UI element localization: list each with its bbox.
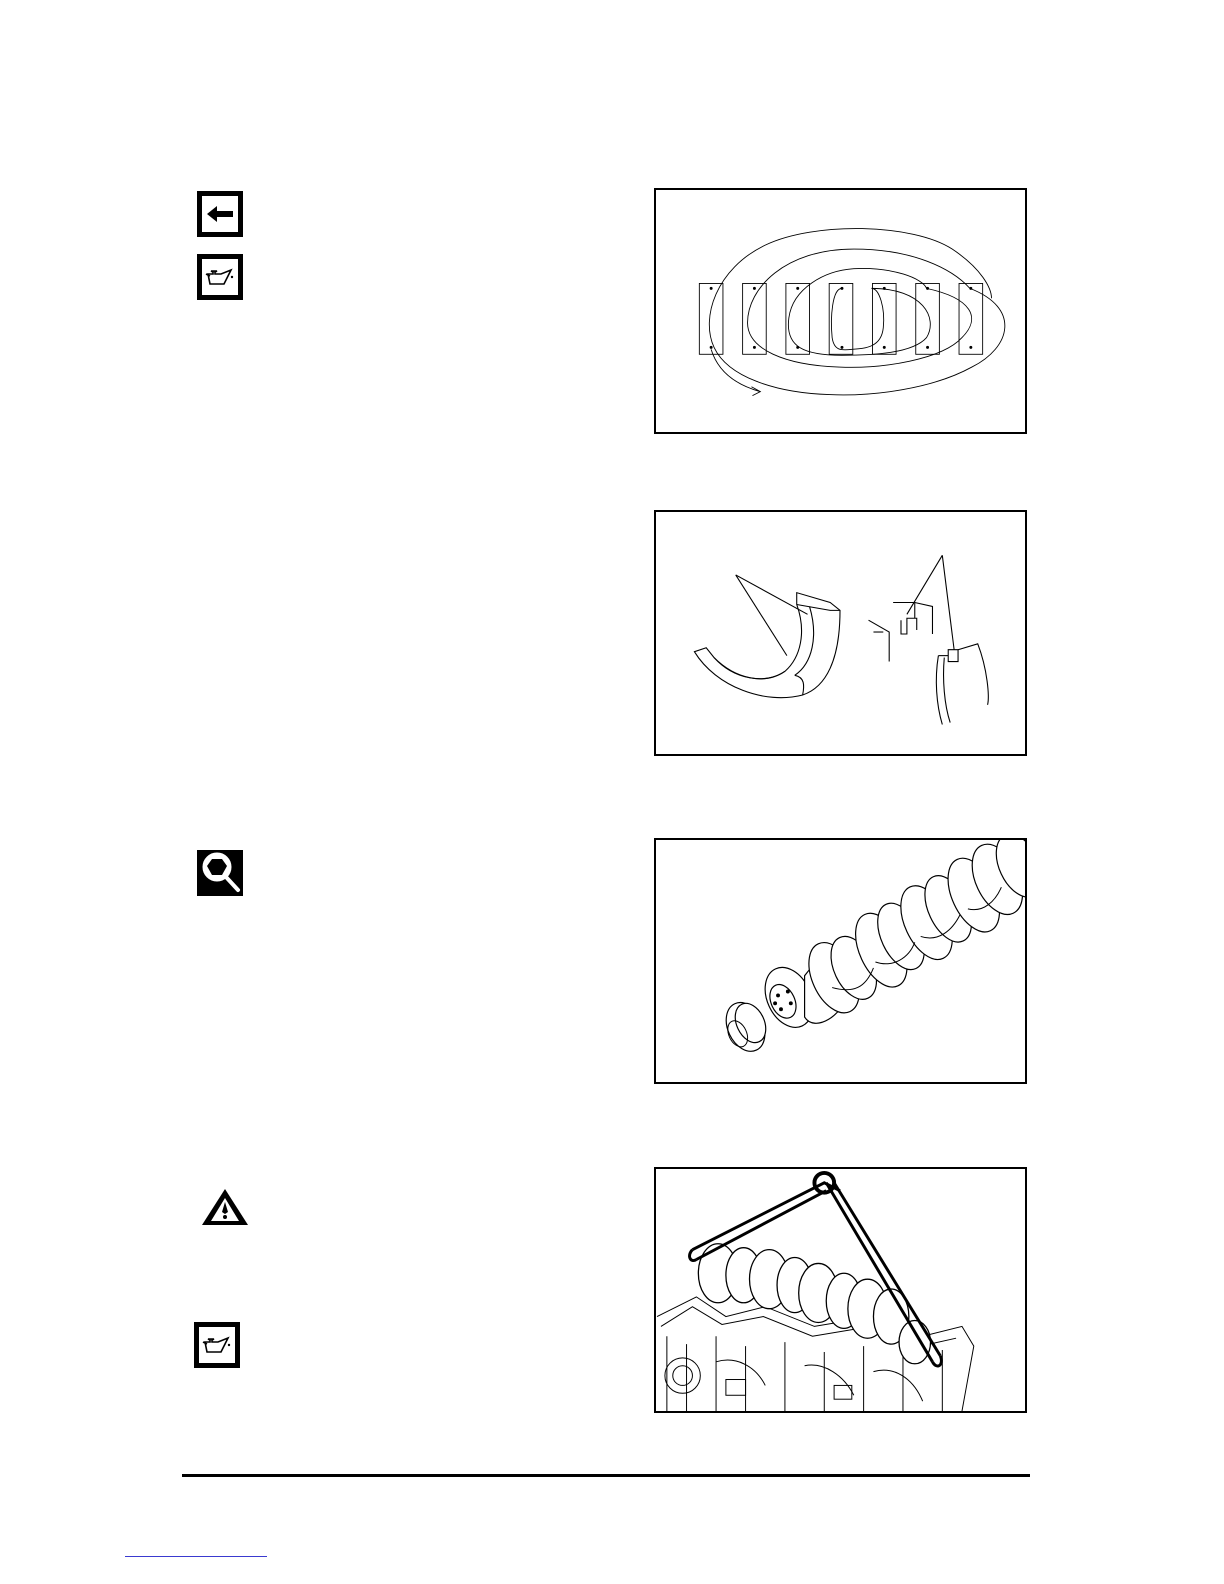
crankshaft-lifting-figure xyxy=(654,1167,1027,1413)
remove-arrow-icon xyxy=(197,191,243,237)
warning-triangle-icon xyxy=(200,1187,250,1227)
oil-can-icon xyxy=(194,1322,240,1368)
bottom-link-underline[interactable] xyxy=(125,1556,267,1557)
tightening-sequence-figure xyxy=(654,188,1027,434)
oil-can-icon xyxy=(197,254,243,300)
inspect-magnifier-icon xyxy=(197,850,243,896)
footer-rule xyxy=(182,1474,1030,1477)
bearing-shell-figure xyxy=(654,510,1027,756)
crankshaft-figure xyxy=(654,838,1027,1084)
